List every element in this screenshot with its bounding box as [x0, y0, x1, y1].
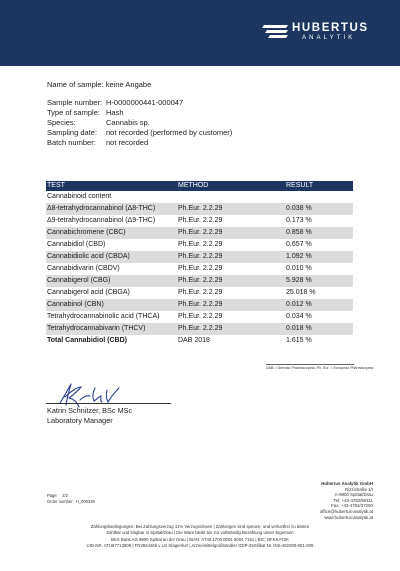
row-result: 25.018 %: [286, 289, 316, 296]
order-label: Order number:: [47, 499, 74, 504]
sample-name-label: Name of sample:: [47, 80, 104, 89]
row-method: Ph.Eur. 2.2.29: [178, 277, 223, 284]
table-row: [46, 227, 353, 239]
company-email[interactable]: office@hubertus-analytik.at: [319, 508, 373, 514]
row-test: Tetrahydrocannabinolic acid (THCA): [47, 313, 160, 320]
table-row: [46, 311, 353, 323]
footer-line: UID-NR. ATU67713806 | FN392446b v LG Klagenfurt | Arzneimittelgroßhändler GDP-Zertifikat Nr. INS-482200-001-009: [86, 542, 314, 548]
info-label: Type of sample:: [47, 108, 100, 117]
row-method: DAB 2018: [178, 337, 210, 344]
row-result: 5.928 %: [286, 277, 312, 284]
table-row: [46, 287, 353, 299]
sample-name: [47, 80, 151, 89]
signer-role: Laboratory Manager: [47, 415, 113, 425]
info-row: [47, 108, 232, 118]
table-row: [46, 263, 353, 275]
company-address: [320, 481, 373, 520]
info-value: Cannabis sp.: [106, 118, 150, 127]
row-test: Cannabinol (CBN): [47, 301, 104, 308]
section-label: Cannabinoid content: [46, 191, 353, 203]
sample-name-value: keine Angabe: [105, 80, 152, 89]
table-row: [46, 299, 353, 311]
table-row-total: [46, 335, 353, 347]
results-table: [46, 181, 353, 347]
row-method: Ph.Eur. 2.2.29: [178, 217, 223, 224]
row-test: Δ8-tetrahydrocannabinol (Δ8-THC): [47, 205, 156, 212]
row-method: Ph.Eur. 2.2.29: [178, 289, 223, 296]
table-row: [46, 215, 353, 227]
table-row: [46, 251, 353, 263]
info-value: H-0000000441-000047: [106, 98, 184, 107]
company-website[interactable]: www.hubertus-analytik.at: [324, 514, 373, 520]
row-test: Cannabidiolic acid (CBDA): [47, 253, 130, 260]
row-method: Ph.Eur. 2.2.29: [178, 325, 223, 332]
footer-line: Zahlungsbedingungen: Bei Zahlungsverzug 11% Verzugszinsen | Zahlungen sind spesen- und verlustfrei zu leisten: [90, 524, 310, 529]
table-row: [46, 239, 353, 251]
legal-footer: [16, 524, 384, 549]
info-label: Batch number:: [47, 138, 96, 147]
signer-block: [47, 406, 132, 425]
row-method: Ph.Eur. 2.2.29: [178, 313, 223, 320]
table-note-divider: [266, 364, 354, 365]
header-result: RESULT: [286, 182, 314, 189]
info-value: not recorded (performed by customer): [106, 128, 233, 137]
row-result: 0.034 %: [286, 313, 312, 320]
page-meta: [47, 493, 95, 505]
info-row: [47, 138, 232, 148]
info-value: Hash: [106, 108, 124, 117]
results-header: [46, 181, 353, 191]
table-row: [46, 203, 353, 215]
row-test: Δ9-tetrahydrocannabinol (Δ9-THC): [47, 217, 156, 224]
company-line: A-9800 Spittal/Drau: [334, 492, 373, 498]
row-method: Ph.Eur. 2.2.29: [178, 265, 223, 272]
info-label: Sample number:: [47, 98, 103, 107]
company-line: Tel: +43-4762/90111: [333, 497, 373, 503]
company-name: Hubertus Analytik GmbH: [321, 481, 373, 486]
info-row: [47, 98, 232, 108]
row-method: Ph.Eur. 2.2.29: [178, 205, 223, 212]
info-label: Sampling date:: [47, 128, 98, 137]
logo-subline: ANALYTIK: [302, 35, 356, 41]
row-result: 0.010 %: [286, 265, 312, 272]
row-test: Cannabigerol acid (CBGA): [47, 289, 130, 296]
header-test: TEST: [47, 182, 65, 189]
row-test: Cannabigerol (CBG): [47, 277, 111, 284]
company-line: Fax: +43-4762/37260: [331, 503, 373, 509]
row-method: Ph.Eur. 2.2.29: [178, 229, 223, 236]
row-test: Tetrahydrocannabivarin (THCV): [47, 325, 146, 332]
info-row: [47, 128, 232, 138]
info-label: Species:: [47, 118, 76, 127]
row-method: Ph.Eur. 2.2.29: [178, 241, 223, 248]
row-test: Cannabidivarin (CBDV): [47, 265, 120, 272]
header-band: [0, 0, 400, 66]
table-row: [46, 323, 353, 335]
signer-name: Katrin Schnitzer, BSc MSc: [47, 406, 133, 415]
sample-info: [47, 98, 232, 148]
row-method: Ph.Eur. 2.2.29: [178, 301, 223, 308]
row-method: Ph.Eur. 2.2.29: [178, 253, 223, 260]
company-logo: [258, 22, 388, 44]
table-note: DAB = German Pharmacopeia, Ph. Eur. = European Pharmacopeia: [266, 366, 374, 370]
footer-line: Zahlbar und klagbar in Spittal/Drau | Die Ware bleibt bis zur vollständig Bezahlung unser Eigentum: [106, 530, 294, 536]
row-result: 1.092 %: [286, 253, 312, 260]
info-row: [47, 118, 232, 128]
page-value: 2/2: [62, 493, 68, 498]
footer-line: BKS Bank AG 9800 Spittal an der Drau | IBAN: AT40 1700 0001 6004 7151 | BIC: BFKKAT2K: [111, 536, 289, 542]
logo-brand-name: HUBERTUS: [292, 22, 369, 34]
order-value: H_000338: [75, 499, 95, 504]
row-result: 1.615 %: [286, 337, 312, 344]
row-result: 0.858 %: [286, 229, 312, 236]
logo-wings-icon: [258, 24, 290, 40]
table-row: [46, 275, 353, 287]
row-result: 0.657 %: [286, 241, 312, 248]
row-test: Cannabichromene (CBC): [47, 229, 126, 236]
page-label: Page:: [47, 493, 58, 498]
order-number: [47, 499, 95, 505]
header-method: METHOD: [178, 182, 209, 189]
row-test: Total Cannabidiol (CBD): [47, 337, 127, 344]
row-result: 0.038 %: [286, 205, 312, 212]
signature-line: [46, 403, 171, 404]
row-result: 0.173 %: [286, 217, 312, 224]
row-result: 0.018 %: [286, 325, 312, 332]
info-value: not recorded: [106, 138, 149, 147]
row-test: Cannabidiol (CBD): [47, 241, 106, 248]
company-line: Rizzistraße 1/I: [344, 486, 373, 492]
row-result: 0.012 %: [286, 301, 312, 308]
